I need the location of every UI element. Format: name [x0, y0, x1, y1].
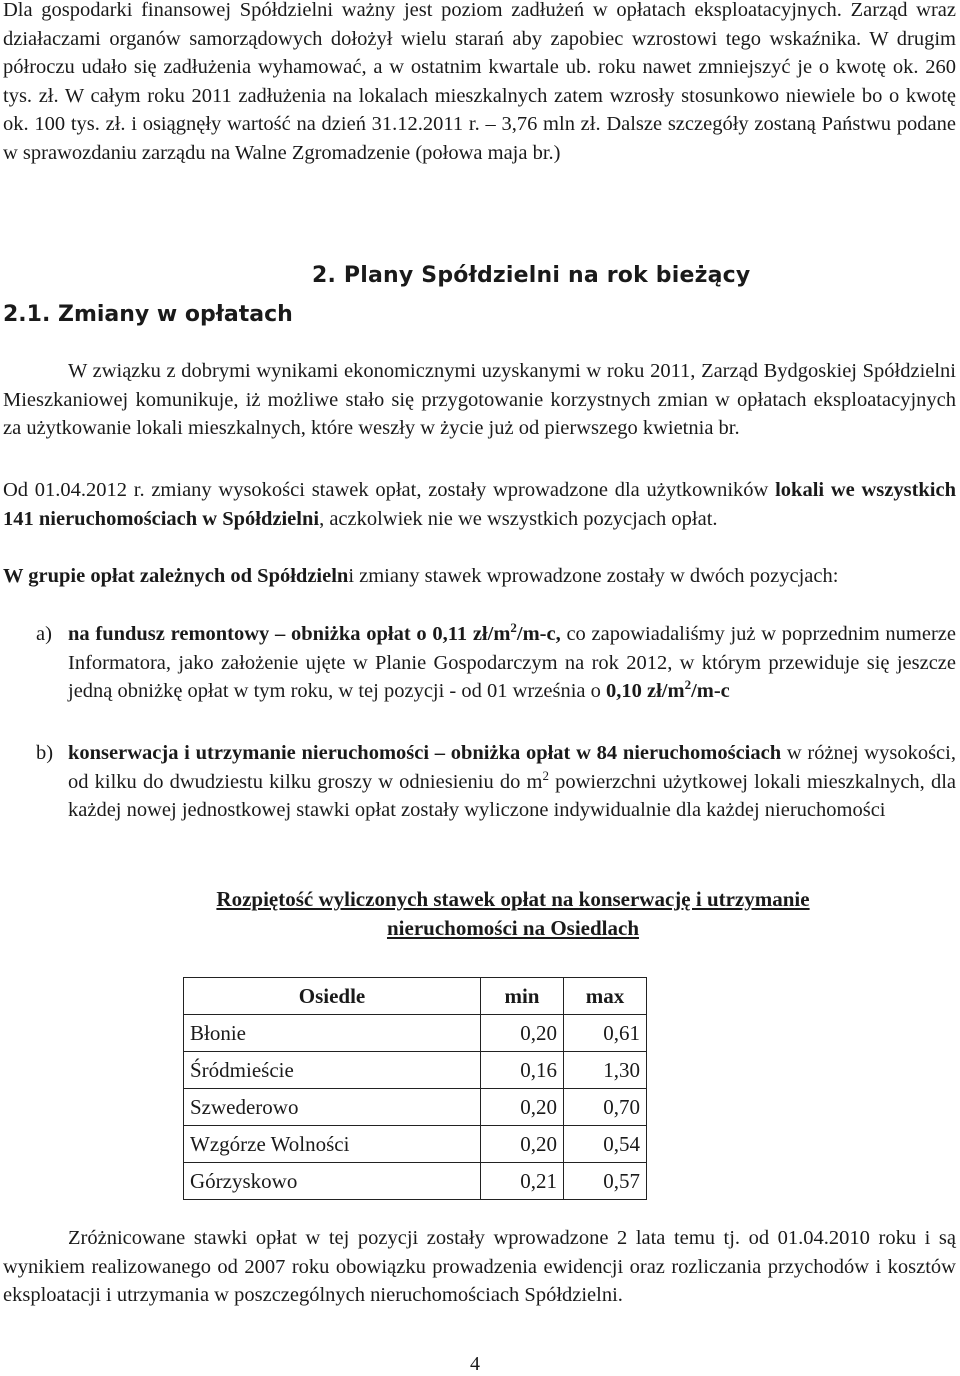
cell-osiedle: Wzgórze Wolności — [184, 1126, 481, 1163]
body-text-2: W związku z dobrymi wynikami ekonomicznymi uzyskanymi w roku 2011, Zarząd Bydgoskiej Spółdzielni Mieszkaniowej komunikuje, iż możliwe stało się przygotowanie korzystnych zmian w opłatach eksploatacyjnych za użytkowanie lokali mieszkalnych, które weszły w życie już od pierwszego kwietnia br. — [3, 360, 956, 440]
list-item-b — [3, 739, 956, 825]
list-b-text-2: powierzchni użytkowej lokali mieszkalnych, dla każdej nowej jednostkowej stawki opłat zostały wyliczone indywidualnie dla każdej nieruchomości — [68, 770, 956, 822]
body-paragraph-3 — [3, 476, 956, 533]
list-a-bold-3: 0,10 zł/m — [606, 680, 685, 703]
body-text-3b: lokali we wszystkich 141 nieruchomościach w Spółdzielni — [3, 479, 956, 530]
cell-osiedle: Błonie — [184, 1015, 481, 1052]
body-paragraph-4 — [3, 562, 956, 591]
cell-max: 0,70 — [564, 1089, 647, 1126]
cell-max: 0,57 — [564, 1163, 647, 1200]
list-b-text-1: w różnej wysokości, od kilku do dwudziestu kilku groszy w odniesieniu do m — [68, 742, 956, 793]
cell-max: 0,54 — [564, 1126, 647, 1163]
table-row — [184, 1126, 647, 1163]
body-text-4a: W grupie opłat zależnych od Spółdzieln — [3, 565, 349, 587]
body-text-4b: i zmiany stawek wprowadzone zostały w dwóch pozycjach: — [348, 565, 839, 587]
table-row — [184, 1089, 647, 1126]
list-a-text: co zapowiadaliśmy już w poprzednim numerze Informatora, jako założenie ujęte w Planie Gospodarczym na rok 2012, w którym przewiduje się jeszcze jedną obniżkę opłat w tym roku, w tej pozycji - od 01 września o — [68, 623, 956, 703]
table-title-line-2: nieruchomości na Osiedlach — [386, 916, 639, 940]
body-text-3a: Od 01.04.2012 r. zmiany wysokości stawek opłat, zostały wprowadzone dla użytkowników — [3, 479, 776, 501]
list-a-bold-1: na fundusz remontowy – obniżka opłat o 0,11 zł/m — [68, 623, 511, 645]
table-title — [0, 885, 960, 943]
closing-paragraph — [3, 1224, 956, 1310]
cell-min: 0,21 — [481, 1163, 564, 1200]
list-item-b-body — [68, 739, 956, 825]
intro-text: Dla gospodarki finansowej Spółdzielni ważny jest poziom zadłużeń w opłatach eksploatacyjnych. Zarząd wraz działaczami organów samorządowych dołożył wielu starań aby zapobiec wzrostowi tego wskaźnika. W drugim półroczu udało się zadłużenia wyhamować, a w ostatnim kwartale ub. roku nawet zmniejszyć je o kwotę ok. 260 tys. zł. W całym roku 2011 zadłużenia na lokalach mieszkalnych zatem wzrosły stosunkowo niewiele bo o kwotę ok. 100 tys. zł. i osiągnęły wartość na dzień 31.12.2011 r. – 3,76 mln zł. Dalsze szczegóły zostaną Państwu podane w sprawozdaniu zarządu na Walne Zgromadzenie (połowa maja br.) — [3, 0, 956, 164]
cell-min: 0,20 — [481, 1015, 564, 1052]
page-number: 4 — [470, 1353, 480, 1375]
list-a-sup-2: 2 — [684, 677, 692, 693]
table-header-row — [184, 978, 647, 1015]
table-row — [184, 1163, 647, 1200]
table-title-line-1: Rozpiętość wyliczonych stawek opłat na konserwację i utrzymanie — [216, 887, 810, 911]
cell-max: 1,30 — [564, 1052, 647, 1089]
list-marker-b: b) — [36, 742, 54, 764]
list-item-a — [3, 620, 956, 706]
body-text-3c: , aczkolwiek nie we wszystkich pozycjach opłat. — [319, 507, 718, 530]
table-row — [184, 1052, 647, 1089]
section-heading-plans: 2. Plany Spółdzielni na rok bieżący — [312, 263, 751, 288]
list-b-bold: konserwacja i utrzymanie nieruchomości – obniżka opłat w 84 nieruchomościach — [68, 742, 782, 764]
cell-max: 0,61 — [564, 1015, 647, 1052]
rates-table — [183, 977, 647, 1200]
list-item-a-body — [68, 620, 956, 706]
header-max: max — [564, 978, 647, 1015]
list-b-sup: 2 — [542, 767, 549, 783]
closing-text: Zróżnicowane stawki opłat w tej pozycji zostały wprowadzone 2 lata temu tj. od 01.04.2010 roku i są wynikiem realizowanego od 2007 roku obowiązku prowadzenia ewidencji oraz rozliczania przychodów i kosztów eksploatacji i utrzymania w poszczególnych nieruchomościach Spółdzielni. — [3, 1227, 956, 1307]
cell-min: 0,20 — [481, 1089, 564, 1126]
body-paragraph-2 — [3, 357, 956, 443]
list-a-bold-2: /m-c, — [516, 623, 561, 645]
list-a-bold-4: /m-c — [691, 680, 730, 703]
cell-osiedle: Górzyskowo — [184, 1163, 481, 1200]
intro-paragraph-1 — [3, 0, 956, 168]
list-a-sup-1: 2 — [510, 620, 517, 636]
subsection-heading-fees: 2.1. Zmiany w opłatach — [3, 302, 293, 327]
cell-min: 0,16 — [481, 1052, 564, 1089]
table-row — [184, 1015, 647, 1052]
cell-osiedle: Śródmieście — [184, 1052, 481, 1089]
cell-osiedle: Szwederowo — [184, 1089, 481, 1126]
cell-min: 0,20 — [481, 1126, 564, 1163]
header-osiedle: Osiedle — [184, 978, 481, 1015]
list-marker-a: a) — [36, 623, 52, 645]
header-min: min — [481, 978, 564, 1015]
